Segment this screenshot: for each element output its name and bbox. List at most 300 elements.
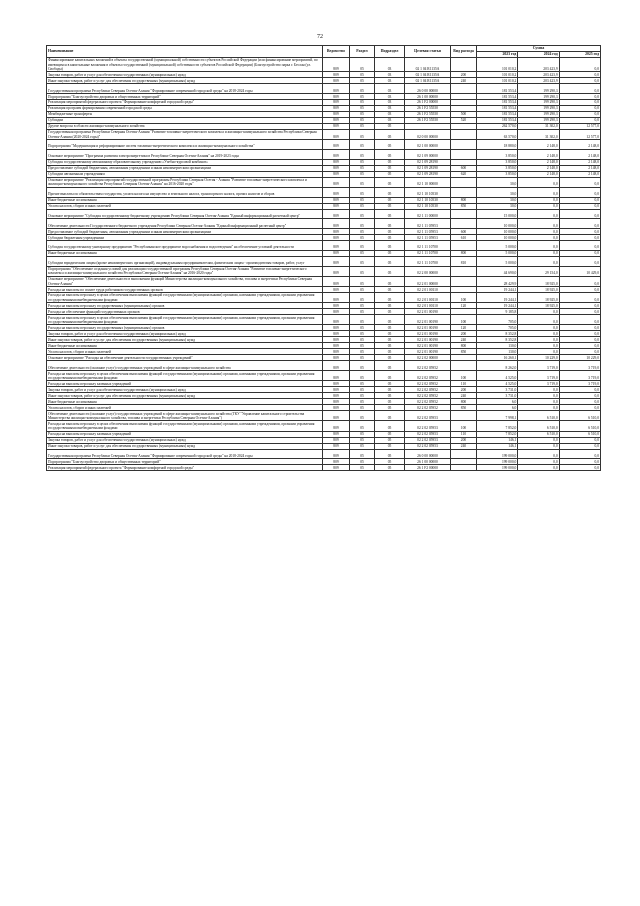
cell-2025: 0,0	[559, 84, 600, 94]
cell-2025: 0,0	[559, 229, 600, 235]
cell-2023: 3 850,0	[477, 159, 518, 165]
cell-2025: 0,0	[559, 57, 600, 71]
cell-ved: 809	[323, 449, 350, 459]
cell-podrazdel: 03	[375, 106, 405, 112]
cell-name: Обеспечение деятельности (оказание услуг) государственных учреждений в сфере жилищно-коммунального хозяйства (ГКУ "Управление капитального строительства Министерства жилищно-коммунального хозяйства, топлива и энергетики Республики Северная Осетия-Алания")	[47, 411, 323, 421]
cell-name: Закупка товаров, работ и услуг для обеспечения государственных (муниципальных) нужд	[47, 72, 323, 78]
cell-cs: 02 2 02 05952	[405, 387, 451, 393]
cell-cs: 02 2 02 00000	[405, 355, 451, 361]
cell-2025: 0,0	[559, 465, 600, 471]
cell-ved: 809	[323, 187, 350, 197]
header-razdel: Раздел	[350, 46, 375, 58]
cell-2024: 199 290,3	[518, 94, 559, 100]
cell-razdel: 05	[350, 405, 375, 411]
cell-2023: 10 000,0	[477, 235, 518, 241]
cell-vr	[451, 187, 477, 197]
cell-podrazdel: 03	[375, 118, 405, 124]
cell-2023: 44 690,0	[477, 266, 518, 276]
table-row	[47, 465, 601, 471]
cell-2024: 2 148,0	[518, 165, 559, 171]
cell-2025: 0,0	[559, 293, 600, 303]
cell-vr	[451, 276, 477, 286]
cell-2024: 0,0	[518, 343, 559, 349]
cell-cs: 02 2 01 00190	[405, 331, 451, 337]
cell-2024: 0,0	[518, 250, 559, 256]
cell-ved: 809	[323, 219, 350, 229]
cell-razdel: 05	[350, 256, 375, 266]
header-year-2025: 2025 год	[559, 51, 600, 57]
cell-2023: 5 000,0	[477, 241, 518, 251]
cell-name: Уплата налогов, сборов и иных платежей	[47, 405, 323, 411]
cell-name: Расходы на выплаты персоналу в целях обеспечения выполнения функций государственными (муниципальными) органами, казенными учреждениями, органами управления государственными внебюджетными фондами	[47, 371, 323, 381]
cell-vr: 610	[451, 235, 477, 241]
cell-2024: 18 925,0	[518, 303, 559, 309]
cell-2025: 10 429,0	[559, 266, 600, 276]
cell-razdel: 05	[350, 393, 375, 399]
cell-razdel: 05	[350, 421, 375, 431]
cell-cs: 02 2 01 00190	[405, 349, 451, 355]
cell-cs: 26 1 F2 00000	[405, 465, 451, 471]
cell-ved: 809	[323, 171, 350, 177]
cell-name: Государственная программа Республики Северная Осетия-Алания "Развитие топливно-энергетического комплекса и жилищно-коммунального хозяйства Республики Северная Осетия-Алания (2020-2024 годы)"	[47, 130, 323, 140]
cell-name: Другие вопросы в области жилищно-коммунального хозяйства	[47, 124, 323, 130]
cell-ved: 809	[323, 177, 350, 187]
cell-razdel: 05	[350, 303, 375, 309]
cell-razdel: 05	[350, 337, 375, 343]
cell-name: Межбюджетные трансферты	[47, 112, 323, 118]
cell-podrazdel: 05	[375, 130, 405, 140]
cell-podrazdel: 05	[375, 266, 405, 276]
cell-2023: 19 244,1	[477, 303, 518, 309]
cell-2025: 0,0	[559, 187, 600, 197]
cell-razdel: 05	[350, 112, 375, 118]
table-row	[47, 130, 601, 140]
cell-2024: 199 290,3	[518, 112, 559, 118]
cell-2025: 0,0	[559, 241, 600, 251]
cell-2023: 5 000,0	[477, 250, 518, 256]
cell-2024: 0,0	[518, 393, 559, 399]
cell-razdel: 05	[350, 287, 375, 293]
header-year-2024: 2024 год	[518, 51, 559, 57]
cell-razdel: 05	[350, 171, 375, 177]
cell-razdel: 05	[350, 124, 375, 130]
cell-razdel: 05	[350, 159, 375, 165]
cell-cs: 02 2 01 00110	[405, 303, 451, 309]
cell-ved: 809	[323, 443, 350, 449]
cell-vr: 240	[451, 443, 477, 449]
cell-2024: 0,0	[518, 387, 559, 393]
cell-2025: 0,0	[559, 256, 600, 266]
table-row	[47, 241, 601, 251]
cell-podrazdel: 05	[375, 203, 405, 209]
cell-2025: 0,0	[559, 459, 600, 465]
table-row	[47, 84, 601, 94]
cell-2025: 0,0	[559, 112, 600, 118]
cell-ved: 809	[323, 165, 350, 171]
cell-vr: 800	[451, 250, 477, 256]
cell-ved: 809	[323, 411, 350, 421]
cell-podrazdel: 05	[375, 405, 405, 411]
table-row	[47, 315, 601, 325]
cell-razdel: 05	[350, 449, 375, 459]
cell-2023: 30,0	[477, 187, 518, 197]
cell-name: Субсидии	[47, 118, 323, 124]
cell-cs: 02 1 09 28190	[405, 171, 451, 177]
cell-2024: 0,0	[518, 331, 559, 337]
table-row	[47, 209, 601, 219]
cell-2023: 30,0	[477, 197, 518, 203]
cell-ved: 809	[323, 78, 350, 84]
cell-2023: 181 553,4	[477, 84, 518, 94]
cell-name: Основное мероприятие "Обеспечение деятельности в выполнении функций Министерства жилищно-коммунального хозяйства, топлива и энергетики Республики Северная Осетия-Алания"	[47, 276, 323, 286]
cell-2024: 6 510,0	[518, 431, 559, 437]
cell-name: Расходы на выплаты персоналу казенных учреждений	[47, 381, 323, 387]
header-vr: Вид расхода	[451, 46, 477, 58]
cell-2024: 0,0	[518, 229, 559, 235]
cell-name: Предоставление субсидий бюджетным, автономным учреждениям и иным некоммерческим организациям	[47, 165, 323, 171]
cell-cs: 02 1 11 05953	[405, 235, 451, 241]
cell-ved: 809	[323, 381, 350, 387]
table-row	[47, 421, 601, 431]
cell-podrazdel: 03	[375, 72, 405, 78]
cell-2025: 6 510,0	[559, 421, 600, 431]
cell-name: Основное мероприятие "Реализация мероприятий государственной программы Республики Северная Осетия - Алания "Развитие топливно-энергетического комплекса и жилищно-коммунального хозяйства Республики Северная Осетия-Алания" на 2016-2020 годы"	[47, 177, 323, 187]
cell-vr	[451, 149, 477, 159]
cell-ved: 809	[323, 371, 350, 381]
cell-2023: 10 000,0	[477, 219, 518, 229]
cell-razdel: 05	[350, 241, 375, 251]
cell-vr: 120	[451, 325, 477, 331]
cell-vr	[451, 57, 477, 71]
cell-vr	[451, 241, 477, 251]
cell-2025: 0,0	[559, 449, 600, 459]
cell-razdel: 05	[350, 387, 375, 393]
cell-ved: 809	[323, 140, 350, 150]
cell-podrazdel: 05	[375, 229, 405, 235]
cell-cs: 26 1 00 00000	[405, 94, 451, 100]
cell-podrazdel: 05	[375, 371, 405, 381]
cell-podrazdel: 03	[375, 57, 405, 71]
cell-name: Подпрограмма "Благоустройство дворовых и общественных территорий"	[47, 459, 323, 465]
cell-2025: 0,0	[559, 203, 600, 209]
cell-razdel: 05	[350, 361, 375, 371]
cell-ved: 809	[323, 337, 350, 343]
cell-2023: 705,0	[477, 315, 518, 325]
cell-2024: 3 719,0	[518, 361, 559, 371]
cell-ved: 809	[323, 118, 350, 124]
cell-cs: 02 1 11 05953	[405, 219, 451, 229]
cell-2023: 30,0	[477, 203, 518, 209]
cell-cs: 02 2 00 00000	[405, 266, 451, 276]
cell-razdel: 05	[350, 140, 375, 150]
cell-2025: 12 577,0	[559, 130, 600, 140]
cell-razdel: 05	[350, 276, 375, 286]
cell-2025: 0,0	[559, 399, 600, 405]
cell-podrazdel: 05	[375, 177, 405, 187]
cell-vr	[451, 84, 477, 94]
cell-name: Расходы на выплаты по оплате труда работников государственных органов	[47, 287, 323, 293]
cell-vr: 110	[451, 381, 477, 387]
cell-cs: 02 1 09 28190	[405, 165, 451, 171]
cell-cs: 02 2 01 00190	[405, 343, 451, 349]
cell-podrazdel: 05	[375, 449, 405, 459]
cell-vr	[451, 411, 477, 421]
cell-2023: 3 850,0	[477, 149, 518, 159]
cell-2025: 0,0	[559, 219, 600, 229]
cell-name: Иные бюджетные ассигнования	[47, 197, 323, 203]
cell-name: Закупка товаров, работ и услуг для обеспечения государственных (муниципальных) нужд	[47, 331, 323, 337]
cell-cs: 02 2 02 05953	[405, 431, 451, 437]
cell-2023: 19 244,1	[477, 287, 518, 293]
cell-cs: 02 1 11 05953	[405, 229, 451, 235]
table-body	[47, 57, 601, 470]
cell-razdel: 05	[350, 84, 375, 94]
cell-vr	[451, 219, 477, 229]
cell-ved: 809	[323, 331, 350, 337]
cell-2023: 705,0	[477, 325, 518, 331]
cell-cs: 02 2 01 00110	[405, 293, 451, 303]
cell-podrazdel: 05	[375, 437, 405, 443]
cell-2023: 181 553,4	[477, 94, 518, 100]
cell-podrazdel: 05	[375, 459, 405, 465]
cell-ved: 809	[323, 94, 350, 100]
cell-name: Расходы на выплаты персоналу казенных учреждений	[47, 431, 323, 437]
cell-2025: 0,0	[559, 315, 600, 325]
header-podrazdel: Подраздел	[375, 46, 405, 58]
cell-2023: 3 850,0	[477, 171, 518, 177]
cell-cs: 02 2 02 05952	[405, 371, 451, 381]
cell-2025: 6 510,0	[559, 411, 600, 421]
cell-razdel: 05	[350, 177, 375, 187]
cell-2025: 0,0	[559, 197, 600, 203]
cell-ved: 809	[323, 159, 350, 165]
cell-vr: 800	[451, 343, 477, 349]
cell-cs: 26 1 F2 55550	[405, 118, 451, 124]
cell-2023: 101 010,2	[477, 78, 518, 84]
cell-name: Государственная программа Республики Северная Осетия-Алания "Формирование современной городской среды" на 2018-2024 годы	[47, 449, 323, 459]
cell-ved: 809	[323, 130, 350, 140]
cell-vr	[451, 130, 477, 140]
cell-name: Субсидия государственному автономному образовательному учреждению «Учебно-курсовой комбинат»	[47, 159, 323, 165]
cell-ved: 809	[323, 303, 350, 309]
cell-podrazdel: 05	[375, 287, 405, 293]
cell-2025: 0,0	[559, 177, 600, 187]
cell-2025: 0,0	[559, 309, 600, 315]
cell-ved: 809	[323, 393, 350, 399]
cell-podrazdel: 05	[375, 250, 405, 256]
cell-razdel: 05	[350, 411, 375, 421]
cell-cs: 02 1 11 10700	[405, 256, 451, 266]
cell-ved: 809	[323, 465, 350, 471]
cell-2025: 12 577,0	[559, 124, 600, 130]
cell-razdel: 05	[350, 165, 375, 171]
cell-2023: 181 553,4	[477, 112, 518, 118]
cell-ved: 809	[323, 124, 350, 130]
cell-razdel: 05	[350, 203, 375, 209]
cell-2024: 0,0	[518, 449, 559, 459]
cell-vr: 200	[451, 387, 477, 393]
cell-podrazdel: 05	[375, 309, 405, 315]
cell-razdel: 05	[350, 309, 375, 315]
cell-cs: 02 2 02 05952	[405, 361, 451, 371]
cell-2024: 31 302,0	[518, 130, 559, 140]
cell-cs: 02 1 10 00000	[405, 177, 451, 187]
cell-ved: 809	[323, 315, 350, 325]
cell-2024: 0,0	[518, 465, 559, 471]
cell-name: Иные закупки товаров, работ и услуг для обеспечения государственных (муниципальных) нужд	[47, 443, 323, 449]
cell-vr: 240	[451, 393, 477, 399]
table-row	[47, 149, 601, 159]
cell-ved: 809	[323, 309, 350, 315]
cell-name: Расходы на обеспечение функций государственных органов	[47, 309, 323, 315]
cell-cs: 26 1 F2 55550	[405, 112, 451, 118]
cell-2024: 0,0	[518, 203, 559, 209]
cell-podrazdel: 03	[375, 84, 405, 94]
cell-podrazdel: 05	[375, 235, 405, 241]
cell-2025: 6 510,0	[559, 431, 600, 437]
cell-cs: 02 2 02 05952	[405, 381, 451, 387]
cell-2024: 0,0	[518, 337, 559, 343]
cell-podrazdel: 05	[375, 361, 405, 371]
cell-podrazdel: 05	[375, 421, 405, 431]
cell-name: Прочие выплаты по обязательствам государства, уплата налога на имущество и земельного налога, транспортного налога, прочих налогов и сборов	[47, 187, 323, 197]
cell-2025: 0,0	[559, 78, 600, 84]
cell-2024: 6 510,0	[518, 411, 559, 421]
cell-2024: 2 148,0	[518, 159, 559, 165]
cell-podrazdel: 05	[375, 355, 405, 361]
cell-podrazdel: 05	[375, 343, 405, 349]
cell-2023: 130,0	[477, 343, 518, 349]
cell-name: Реализация мероприятий федерального проекта "Формирование комфортной городской среды"	[47, 100, 323, 106]
cell-razdel: 05	[350, 149, 375, 159]
cell-2024: 203 423,9	[518, 72, 559, 78]
cell-razdel: 05	[350, 100, 375, 106]
cell-ved: 809	[323, 106, 350, 112]
cell-2024: 0,0	[518, 437, 559, 443]
cell-2024: 0,0	[518, 459, 559, 465]
cell-name: Расходы на выплаты персоналу в целях обеспечения выполнения функций государственными (муниципальными) органами, казенными учреждениями, органами управления государственными внебюджетными фондами	[47, 293, 323, 303]
cell-name: Предоставление субсидий бюджетным, автономным учреждениям и иным некоммерческим организациям	[47, 229, 323, 235]
cell-vr: 200	[451, 331, 477, 337]
cell-razdel: 05	[350, 118, 375, 124]
cell-name: Иные закупки товаров, работ и услуг для обеспечения государственных (муниципальных) нужд	[47, 337, 323, 343]
cell-razdel: 05	[350, 235, 375, 241]
header-sum: Сумма	[477, 46, 601, 52]
cell-name: Подпрограмма "Благоустройство дворовых и общественных территорий"	[47, 94, 323, 100]
cell-2025: 0,0	[559, 276, 600, 286]
cell-2024: 18 925,0	[518, 293, 559, 303]
cell-cs: 02 2 02 05953	[405, 421, 451, 431]
cell-podrazdel: 05	[375, 165, 405, 171]
cell-razdel: 05	[350, 187, 375, 197]
cell-2023: 3 850,0	[477, 165, 518, 171]
cell-2023: 4 525,0	[477, 381, 518, 387]
cell-ved: 809	[323, 399, 350, 405]
cell-razdel: 05	[350, 106, 375, 112]
cell-podrazdel: 05	[375, 187, 405, 197]
cell-ved: 809	[323, 343, 350, 349]
cell-ved: 809	[323, 361, 350, 371]
cell-name: Закупка товаров, работ и услуг для обеспечения государственных (муниципальных) нужд	[47, 437, 323, 443]
cell-vr: 200	[451, 437, 477, 443]
cell-vr: 520	[451, 118, 477, 124]
cell-name: Подпрограмма "Модернизация и реформирование систем топливно-энергетического комплекса и жилищно-коммунального хозяйства"	[47, 140, 323, 150]
cell-vr: 100	[451, 315, 477, 325]
cell-2025: 2 148,0	[559, 171, 600, 177]
cell-podrazdel: 05	[375, 393, 405, 399]
cell-vr: 100	[451, 371, 477, 381]
cell-cs: 02 2 02 05953	[405, 437, 451, 443]
table-row	[47, 187, 601, 197]
cell-ved: 809	[323, 57, 350, 71]
header-name: Наименование	[47, 46, 323, 58]
table-row	[47, 256, 601, 266]
cell-2024: 2 148,0	[518, 171, 559, 177]
cell-2024: 29 154,0	[518, 266, 559, 276]
cell-cs: 02 1 10 10530	[405, 187, 451, 197]
cell-ved: 809	[323, 149, 350, 159]
cell-2023: 18 880,0	[477, 140, 518, 150]
cell-vr: 500	[451, 112, 477, 118]
cell-2023: 8 352,8	[477, 337, 518, 343]
cell-podrazdel: 05	[375, 315, 405, 325]
cell-2023: 101 010,2	[477, 57, 518, 71]
cell-vr	[451, 140, 477, 150]
cell-cs: 02 1 09 00000	[405, 149, 451, 159]
cell-2025: 0,0	[559, 118, 600, 124]
cell-ved: 809	[323, 112, 350, 118]
cell-cs: 02 1 10 10530	[405, 197, 451, 203]
cell-name: Субсидии бюджетным учреждениям	[47, 235, 323, 241]
cell-cs: 02 2 02 05952	[405, 393, 451, 399]
cell-ved: 809	[323, 256, 350, 266]
cell-razdel: 05	[350, 331, 375, 337]
cell-ved: 809	[323, 203, 350, 209]
cell-podrazdel: 05	[375, 411, 405, 421]
cell-podrazdel: 05	[375, 159, 405, 165]
cell-2024: 3 719,0	[518, 381, 559, 387]
table-row	[47, 57, 601, 71]
cell-2023: 262 570,0	[477, 124, 518, 130]
cell-podrazdel: 05	[375, 241, 405, 251]
cell-ved: 809	[323, 84, 350, 94]
cell-2023: 7 852,0	[477, 421, 518, 431]
cell-ved: 809	[323, 431, 350, 437]
cell-razdel: 05	[350, 465, 375, 471]
cell-razdel: 05	[350, 94, 375, 100]
cell-podrazdel: 05	[375, 219, 405, 229]
cell-razdel: 05	[350, 72, 375, 78]
cell-2024: 10 229,0	[518, 355, 559, 361]
cell-podrazdel: 05	[375, 256, 405, 266]
cell-vr	[451, 177, 477, 187]
cell-ved: 809	[323, 355, 350, 361]
cell-vr: 810	[451, 256, 477, 266]
cell-podrazdel: 05	[375, 443, 405, 449]
cell-podrazdel: 05	[375, 124, 405, 130]
budget-table	[46, 45, 601, 471]
cell-razdel: 05	[350, 399, 375, 405]
cell-name: Реализация мероприятий федерального проекта "Формирование комфортной городской среды"	[47, 465, 323, 471]
cell-2024: 0,0	[518, 219, 559, 229]
cell-ved: 809	[323, 229, 350, 235]
cell-razdel: 05	[350, 371, 375, 381]
cell-cs: 26 0 00 00000	[405, 84, 451, 94]
cell-cs: 02 1 04 R1135А	[405, 57, 451, 71]
cell-vr: 200	[451, 72, 477, 78]
cell-2024: 199 290,3	[518, 100, 559, 106]
cell-cs: 02 2 01 00190	[405, 337, 451, 343]
